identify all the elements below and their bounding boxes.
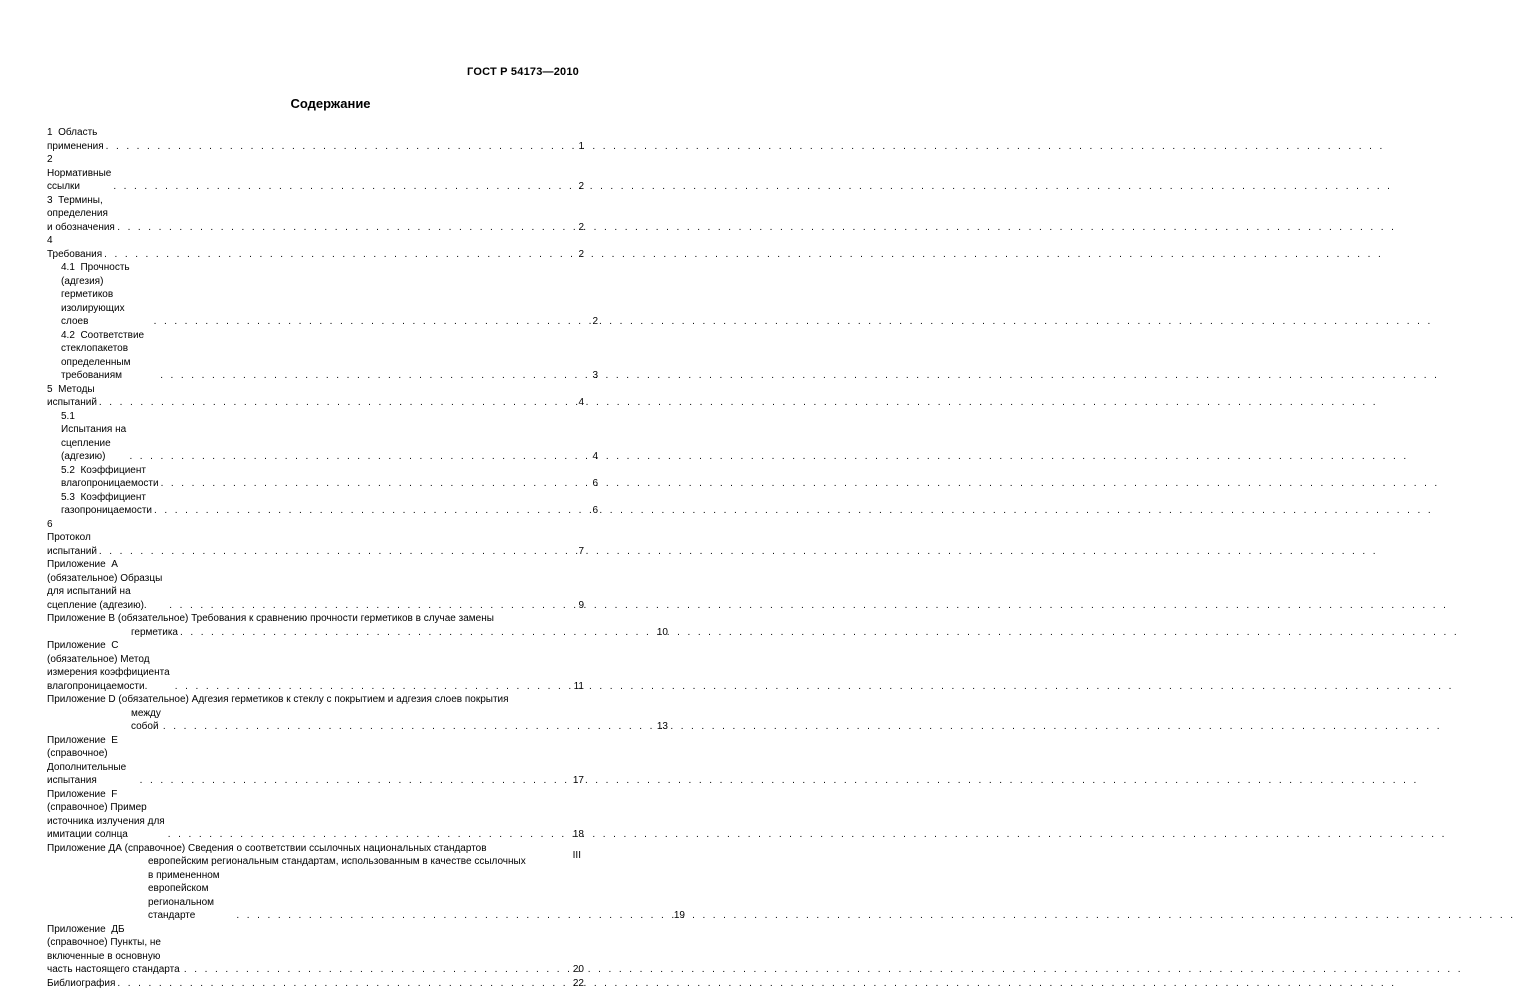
dot-leader bbox=[152, 504, 592, 518]
toc-entry-text: 4 Требования bbox=[47, 234, 102, 261]
toc-entry-text: 4.2 Соответствие стеклопакетов определенным требованиям bbox=[61, 329, 158, 383]
toc-entry-text: 4.1 Прочность (адгезия) герметиков изолирующих слоев bbox=[61, 261, 152, 329]
toc-entry-page: 22 bbox=[573, 977, 584, 990]
toc-entry-text-continued: европейским региональным стандартам, использованным в качестве ссылочных bbox=[47, 855, 584, 869]
toc-entry-appendix-f[interactable] bbox=[47, 788, 584, 842]
toc-entry-appendix-db[interactable] bbox=[47, 923, 584, 977]
dot-leader bbox=[234, 909, 673, 923]
toc-entry-text-continued: герметика bbox=[131, 626, 178, 640]
toc-entry-text: 5.1 Испытания на сцепление (адгезию) bbox=[61, 410, 127, 464]
table-of-contents bbox=[47, 126, 584, 990]
toc-entry-page: 19 bbox=[674, 909, 685, 923]
toc-entry-bibliography[interactable] bbox=[47, 977, 584, 990]
toc-entry-5[interactable] bbox=[47, 383, 584, 410]
dot-leader bbox=[167, 599, 578, 613]
dot-leader bbox=[97, 545, 579, 559]
toc-entry-page: 3 bbox=[592, 369, 598, 383]
dot-leader bbox=[178, 626, 657, 640]
toc-entry-text: 2 Нормативные ссылки bbox=[47, 153, 111, 194]
toc-entry-text: 5 Методы испытаний bbox=[47, 383, 97, 410]
dot-leader bbox=[127, 450, 592, 464]
toc-entry-text: Приложение Е (справочное) Дополнительные испытания bbox=[47, 734, 138, 788]
toc-entry-appendix-da[interactable] bbox=[47, 842, 584, 923]
toc-entry-appendix-d[interactable] bbox=[47, 693, 584, 734]
toc-entry-page: 13 bbox=[657, 720, 668, 734]
toc-entry-page: 18 bbox=[573, 828, 584, 842]
toc-entry-page: 17 bbox=[573, 774, 584, 788]
toc-entry-6[interactable] bbox=[47, 518, 584, 559]
toc-entry-text-continued: между собой bbox=[131, 707, 161, 734]
toc-entry-text-continued: в примененном европейском региональном стандарте bbox=[148, 869, 234, 923]
toc-entry-3[interactable] bbox=[47, 194, 584, 235]
toc-entry-5-1[interactable] bbox=[47, 410, 598, 464]
toc-entry-text: 5.3 Коэффициент газопроницаемости bbox=[61, 491, 152, 518]
dot-leader bbox=[111, 180, 578, 194]
toc-entry-5-3[interactable] bbox=[47, 491, 598, 518]
toc-entry-text: Приложение F (справочное) Пример источника излучения для имитации солнца bbox=[47, 788, 166, 842]
dot-leader bbox=[97, 396, 579, 410]
dot-leader bbox=[138, 774, 573, 788]
dot-leader bbox=[159, 477, 593, 491]
toc-entry-4-2[interactable] bbox=[47, 329, 598, 383]
toc-entry-text: Приложение D (обязательное) Адгезия герметиков к стеклу с покрытием и адгезия слоев покрытия bbox=[47, 693, 584, 707]
dot-leader bbox=[161, 720, 657, 734]
toc-entry-2[interactable] bbox=[47, 153, 584, 194]
dot-leader bbox=[166, 828, 573, 842]
toc-entry-appendix-c[interactable] bbox=[47, 639, 584, 693]
toc-entry-page: 1 bbox=[578, 140, 584, 154]
toc-entry-appendix-a[interactable] bbox=[47, 558, 584, 612]
toc-entry-page: 6 bbox=[592, 477, 598, 491]
toc-entry-page: 10 bbox=[657, 626, 668, 640]
toc-entry-4[interactable] bbox=[47, 234, 584, 261]
toc-entry-page: 2 bbox=[578, 248, 584, 262]
toc-entry-appendix-e[interactable] bbox=[47, 734, 584, 788]
toc-entry-text: 3 Термины, определения и обозначения bbox=[47, 194, 115, 235]
toc-entry-page: 2 bbox=[578, 180, 584, 194]
toc-entry-appendix-b[interactable] bbox=[47, 612, 584, 639]
toc-entry-page: 11 bbox=[574, 680, 584, 694]
toc-entry-text: Приложение А (обязательное) Образцы для испытаний на сцепление (адгезию). bbox=[47, 558, 167, 612]
toc-entry-page: 4 bbox=[578, 396, 584, 410]
toc-entry-1[interactable] bbox=[47, 126, 584, 153]
dot-leader bbox=[158, 369, 592, 383]
toc-entry-text: Приложение С (обязательное) Метод измерения коэффициента влагопроницаемости. bbox=[47, 639, 173, 693]
toc-entry-text: 6 Протокол испытаний bbox=[47, 518, 97, 559]
toc-entry-page: 20 bbox=[573, 963, 584, 977]
toc-entry-page: 9 bbox=[578, 599, 584, 613]
dot-leader bbox=[173, 680, 574, 694]
toc-entry-page: 2 bbox=[578, 221, 584, 235]
document-code: ГОСТ Р 54173—2010 bbox=[467, 66, 579, 78]
dot-leader bbox=[115, 221, 578, 235]
toc-title: Содержание bbox=[0, 96, 661, 111]
toc-entry-text: Приложение ДБ (справочное) Пункты, не включенные в основную часть настоящего стандарта bbox=[47, 923, 182, 977]
toc-entry-5-2[interactable] bbox=[47, 464, 598, 491]
dot-leader bbox=[102, 248, 578, 262]
dot-leader bbox=[104, 140, 579, 154]
toc-entry-text: Библиография bbox=[47, 977, 115, 990]
dot-leader bbox=[152, 315, 593, 329]
page-number: III bbox=[573, 850, 581, 861]
toc-entry-text: 5.2 Коэффициент влагопроницаемости bbox=[61, 464, 159, 491]
toc-entry-text: Приложение ДА (справочное) Сведения о соответствии ссылочных национальных стандартов bbox=[47, 842, 584, 856]
dot-leader bbox=[182, 963, 573, 977]
toc-entry-text: Приложение В (обязательное) Требования к сравнению прочности герметиков в случае замены bbox=[47, 612, 584, 626]
toc-entry-page: 7 bbox=[578, 545, 584, 559]
toc-entry-page: 6 bbox=[592, 504, 598, 518]
toc-entry-page: 4 bbox=[592, 450, 598, 464]
dot-leader bbox=[115, 977, 572, 990]
toc-entry-4-1[interactable] bbox=[47, 261, 598, 329]
toc-entry-page: 2 bbox=[592, 315, 598, 329]
toc-entry-text: 1 Область применения bbox=[47, 126, 104, 153]
